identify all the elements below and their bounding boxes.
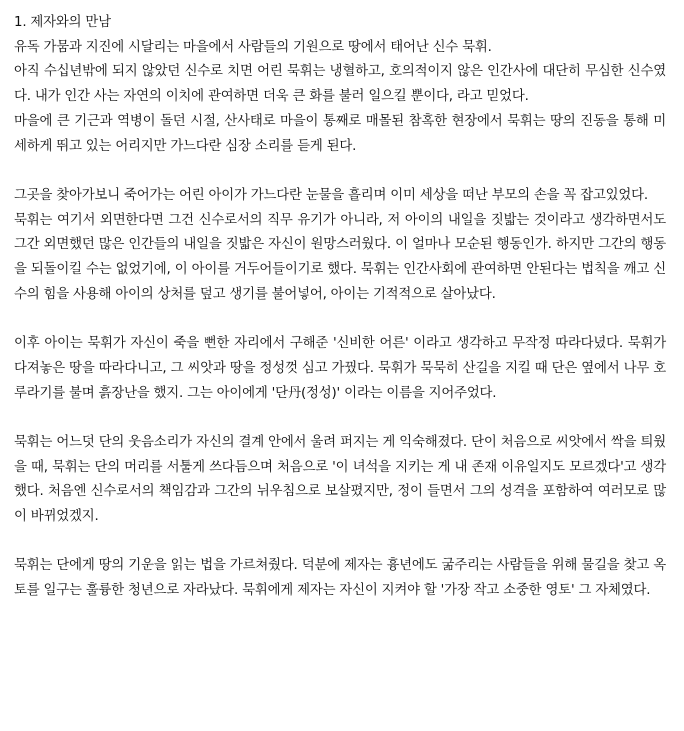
- paragraph-1: [14, 36, 666, 160]
- paragraph-line: 묵휘는 여기서 외면한다면 그건 신수로서의 직무 유기가 아니라, 저 아이의 내일을 짓밟는 것이라고 생각하면서도 그간 외면했던 많은 인간들의 내일을 짓밟은 자신이 원망스러웠다. 이 얼마나 모순된 행동인가. 하지만 그간의 행동을 되돌이킬 수는 없었기에, 이 아이를 거두어들이기로 했다. 묵휘는 인간사회에 관여하면 안된다는 법칙을 깨고 신수의 힘을 사용해 아이의 상처를 덮고 생기를 불어넣어, 아이는 기적적으로 살아났다.: [14, 212, 666, 302]
- paragraph-line: 이후 아이는 묵휘가 자신이 죽을 뻔한 자리에서 구해준 '신비한 어른' 이라고 생각하고 무작정 따라다녔다. 묵휘가 다져놓은 땅을 따라다니고, 그 씨앗과 땅을 정성껏 심고 가꿨다. 묵휘가 묵묵히 산길을 지킬 때 단은 옆에서 나무 호루라기를 불며 흙장난을 했지. 그는 아이에게 '단丹(정성)' 이라는 이름을 지어주었다.: [14, 336, 666, 401]
- paragraph-line: 아직 수십년밖에 되지 않았던 신수로 치면 어린 묵휘는 냉혈하고, 호의적이지 않은 인간사에 대단히 무심한 신수였다. 내가 인간 사는 자연의 이치에 관여하면 더욱 큰 화를 불러 일으킬 뿐이다, 라고 믿었다.: [14, 64, 666, 105]
- document-body: [14, 11, 666, 629]
- paragraph-4: [14, 431, 666, 530]
- paragraph-5: [14, 554, 666, 603]
- paragraph-line: 마을에 큰 기근과 역병이 돌던 시절, 산사태로 마을이 통째로 매몰된 참혹한 현장에서 묵휘는 땅의 진동을 통해 미세하게 뛰고 있는 어리지만 가느다란 심장 소리를 듣게 된다.: [14, 113, 666, 154]
- paragraph-2: [14, 184, 666, 308]
- paragraph-line: 그곳을 찾아가보니 죽어가는 어린 아이가 가느다란 눈물을 흘리며 이미 세상을 떠난 부모의 손을 꼭 잡고있었다.: [14, 187, 648, 203]
- paragraph-3: [14, 332, 666, 406]
- section-title: 1. 제자와의 만남: [14, 15, 111, 30]
- paragraph-line: 묵휘는 어느덧 단의 웃음소리가 자신의 결계 안에서 울려 퍼지는 게 익숙해졌다. 단이 처음으로 씨앗에서 싹을 틔웠을 때, 묵휘는 단의 머리를 서툴게 쓰다듬으며 처음으로 '이 녀석을 지키는 게 내 존재 이유일지도 모르겠다'고 생각했다. 처음엔 신수로서의 책임감과 그간의 뉘우침으로 보살폈지만, 정이 들면서 그의 성격을 포함하여 여러모로 많이 바뀌었겠지.: [14, 434, 666, 525]
- paragraph-line: 묵휘는 단에게 땅의 기운을 읽는 법을 가르쳐줬다. 덕분에 제자는 흉년에도 굶주리는 사람들을 위해 물길을 찾고 옥토를 일구는 훌륭한 청년으로 자라났다. 묵휘에게 제자는 자신이 지켜야 할 '가장 작고 소중한 영토' 그 자체였다.: [14, 558, 666, 599]
- paragraph-line: 유독 가뭄과 지진에 시달리는 마을에서 사람들의 기원으로 땅에서 태어난 신수 묵휘.: [14, 39, 492, 55]
